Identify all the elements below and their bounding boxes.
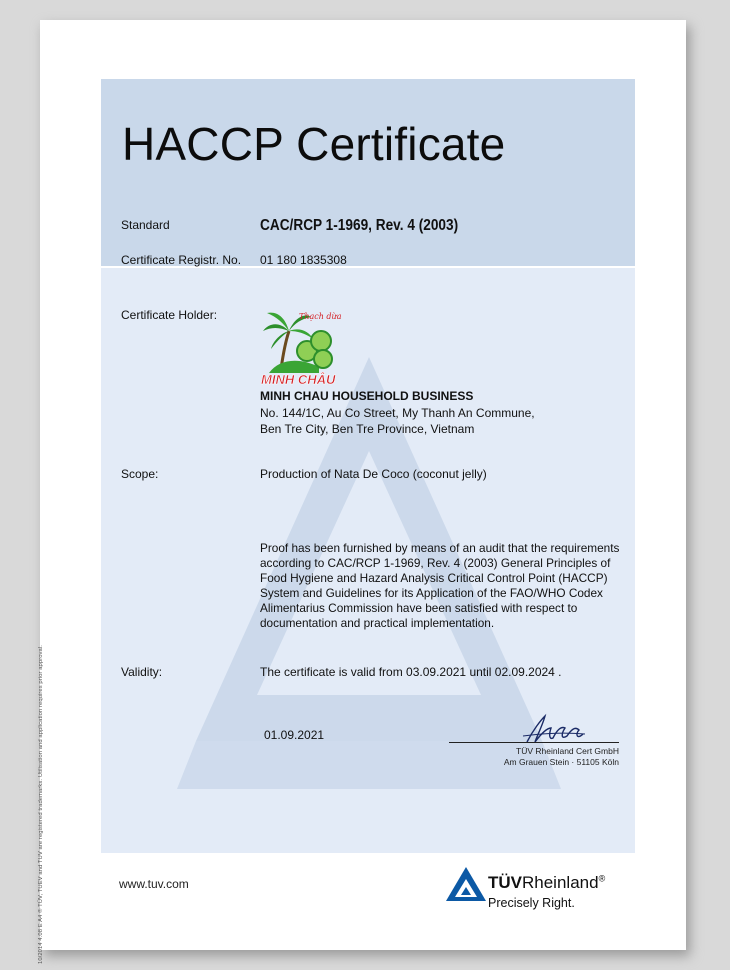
registration-number: 01 180 1835308 xyxy=(260,253,347,267)
standard-value: CAC/RCP 1-1969, Rev. 4 (2003) xyxy=(260,217,459,234)
certificate-title: HACCP Certificate xyxy=(122,118,506,170)
footer-url: www.tuv.com xyxy=(119,877,189,891)
signature-graphic xyxy=(449,712,619,746)
standard-label: Standard xyxy=(121,218,170,232)
holder-name: MINH CHAU HOUSEHOLD BUSINESS xyxy=(260,389,474,403)
minh-chau-logo xyxy=(259,307,349,387)
tuv-brand-rest: Rheinland xyxy=(522,873,599,892)
certificate-panel xyxy=(101,79,635,853)
holder-address-line1: No. 144/1C, Au Co Street, My Thanh An Commune, xyxy=(260,406,535,420)
signer-company: TÜV Rheinland Cert GmbH xyxy=(516,746,619,756)
trademark-note-text: 10/2014 4.08 E A4 ® TÜV, TUEV and TUV are registered trademarks. Utilisation and application requires prior approval. xyxy=(38,645,44,964)
certificate-page xyxy=(38,20,686,964)
scope-label: Scope: xyxy=(121,467,159,481)
tuv-brand-bold: TÜV xyxy=(488,873,522,892)
holder-address-line2: Ben Tre City, Ben Tre Province, Vietnam xyxy=(260,422,475,436)
signer-address: Am Grauen Stein · 51105 Köln xyxy=(503,757,619,767)
tuv-registered-mark: ® xyxy=(598,873,606,884)
holder-label: Certificate Holder: xyxy=(121,308,218,322)
trademark-note xyxy=(38,568,50,968)
registration-label: Certificate Registr. No. xyxy=(121,253,242,267)
audit-statement: Proof has been furnished by means of an audit that the requirements according to CAC/RCP 1-1969, Rev. 4 (2003) General Principles of Food Hygiene and Hazard Analysis Critical Control Point (HACCP) System and Guidelines for its Application of the FAO/WHO Codex Alimentarius Commission have been satisfied with respect to documentation and practical implementation. xyxy=(260,541,620,630)
logo-tagline: Thạch dừa xyxy=(299,312,342,321)
signature-line xyxy=(449,742,619,743)
scope-value: Production of Nata De Coco (coconut jelly) xyxy=(260,467,487,481)
signature-block xyxy=(449,712,619,772)
validity-value: The certificate is valid from 03.09.2021 until 02.09.2024 . xyxy=(260,665,562,679)
tuv-brand-name xyxy=(488,873,605,893)
validity-label: Validity: xyxy=(121,665,163,679)
logo-brand: MINH CHÂU xyxy=(261,372,336,387)
issue-date: 01.09.2021 xyxy=(264,728,325,742)
tuv-triangle-logo xyxy=(444,865,488,903)
tuv-slogan: Precisely Right. xyxy=(488,896,575,910)
